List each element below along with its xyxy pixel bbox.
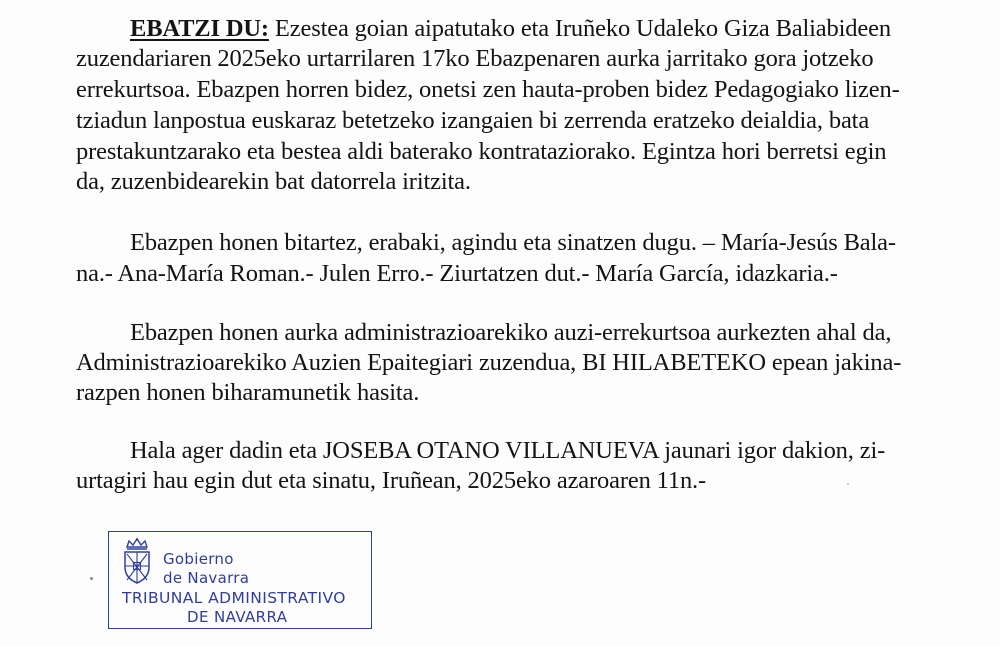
paragraph-1-line-5: prestakuntzarako eta bestea aldi baterako kontrataziorako. Egintza hori berretsi egin [76, 138, 887, 165]
paragraph-4-line-2: urtagiri hau egin dut eta sinatu, Iruñean, 2025eko azaroaren 11n.- [76, 467, 707, 494]
scan-speck [90, 577, 93, 580]
paragraph-4-line-1: Hala ager dadin eta JOSEBA OTANO VILLANUEVA jaunari igor dakion, zi- [130, 437, 886, 464]
official-stamp [108, 531, 372, 629]
stamp-line-3: TRIBUNAL ADMINISTRATIVO [122, 589, 346, 607]
paragraph-3-line-1: Ebazpen honen aurka administrazioarekiko auzi-errekurtsoa aurkezten ahal da, [130, 319, 892, 346]
paragraph-1-line-3: errekurtsoa. Ebazpen horren bidez, onetsi zen hauta-proben bidez Pedagogiako lizen- [76, 76, 900, 103]
navarra-coat-of-arms-icon [121, 537, 153, 585]
paragraph-1-line-2: zuzendariaren 2025eko urtarrilaren 17ko Ebazpenaren aurka jarritako gora jotzeko [76, 45, 874, 72]
resolution-heading: EBATZI DU: [130, 15, 269, 42]
scan-speck [847, 483, 849, 485]
paragraph-1-line-1 [130, 14, 891, 44]
stamp-line-4: DE NAVARRA [187, 608, 288, 626]
paragraph-1-line-6: da, zuzenbidearekin bat datorrela iritzita. [76, 168, 471, 195]
paragraph-3-line-3: razpen honen biharamunetik hasita. [76, 379, 420, 406]
paragraph-2-line-1: Ebazpen honen bitartez, erabaki, agindu eta sinatzen dugu. – María-Jesús Bala- [130, 229, 896, 256]
stamp-line-2: de Navarra [163, 569, 250, 587]
paragraph-1-line-1-text: Ezestea goian aipatutako eta Iruñeko Udaleko Giza Baliabideen [268, 15, 891, 42]
paragraph-3-line-2: Administrazioarekiko Auzien Epaitegiari zuzendua, BI HILABETEKO epean jakina- [76, 349, 902, 376]
stamp-line-1: Gobierno [163, 550, 234, 568]
paragraph-2-line-2: na.- Ana-María Roman.- Julen Erro.- Ziurtatzen dut.- María García, idazkaria.- [76, 260, 838, 287]
paragraph-1-line-4: tziadun lanpostua euskaraz betetzeko izangaien bi zerrenda eratzeko deialdia, bata [76, 107, 870, 134]
